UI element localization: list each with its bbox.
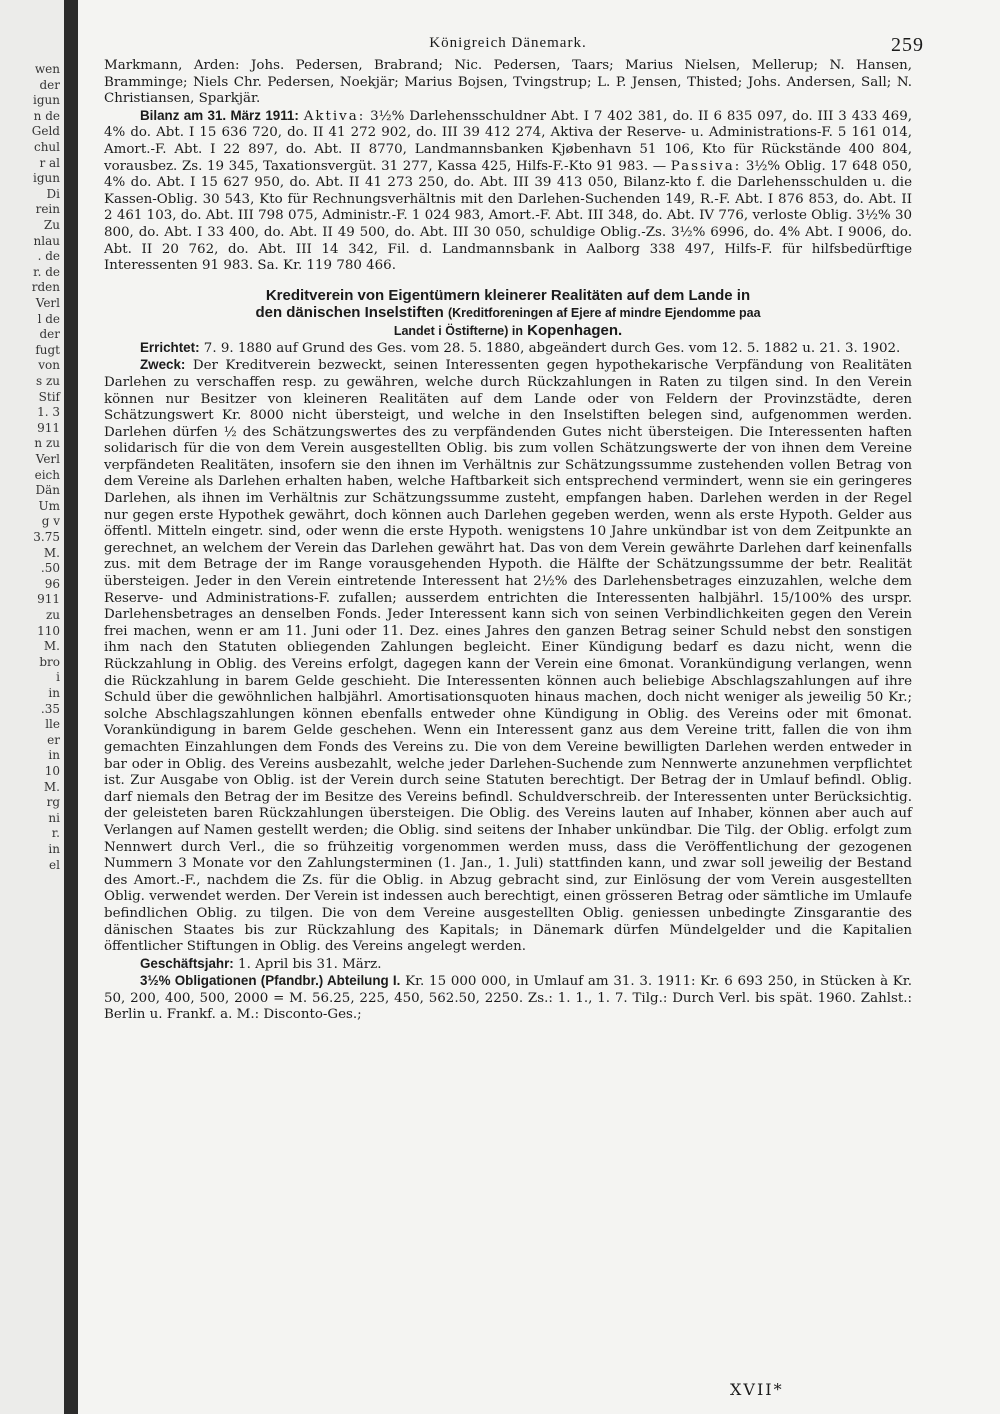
gutter-fragment: r al [39, 155, 60, 170]
gutter-fragment: l de [37, 311, 60, 326]
passiva-text: 3½% Oblig. 17 648 050, 4% do. Abt. I 15 627 950, do. Abt. II 41 273 250, do. Abt. III 39 413 050, Bilanz-kto f. die Darlehensschulden u. die Kassen-Oblig. 30 543, Kto für Rechnungsverhältnis mit den Darlehen-Suchenden 149, R.-F. Abt. I 876 853, do. Abt. II 2 461 103, do. Abt. III 798 075, Administr.-F. 1 024 983, Amort.-F. Abt. III 348, do. Abt. IV 776, verloste Oblig. 3½% 30 800, do. Abt. I 33 400, do. Abt. II 49 500, do. Abt. III 30 050, schuldige Oblig.-Zs. 3½% 6996, do. 4% Abt. I 9006, do. Abt. II 20 762, do. Abt. III 14 342, Fil. d. Landmannsbank in Aalborg 338 497, Hilfs-F. für hilfsbedürftige Interessenten 91 983. Sa. Kr. 119 780 466. [104, 158, 912, 274]
gutter-fragment: Geld [31, 124, 60, 139]
gutter-fragment: rg [46, 795, 60, 810]
section-heading-line3-bold: Kopenhagen. [527, 321, 623, 339]
fiscal-year-label: Geschäftsjahr: [140, 955, 234, 971]
founded-paragraph [104, 340, 912, 358]
gutter-fragment: der [39, 327, 60, 342]
section-heading-line2 [104, 304, 912, 322]
gutter-fragment: el [49, 857, 60, 872]
gutter-fragment: in [48, 842, 60, 856]
aktiva-label: Aktiva: [303, 108, 366, 124]
page-number: 259 [891, 34, 924, 56]
section-heading-line2-sub: (Kreditforeningen af Ejere af mindre Ejendomme paa [447, 305, 761, 320]
gutter-fragment: eich [34, 467, 60, 482]
section-heading-line1: Kreditverein von Eigentümern kleinerer Realitäten auf dem Lande in [265, 286, 751, 304]
gutter-fragment: .35 [40, 701, 60, 716]
board-members-paragraph: Markmann, Arden: Johs. Pedersen, Brabrand; Nic. Pedersen, Taars; Marius Nielsen, Mellerup; N. Hansen, Bramminge; Niels Chr. Pedersen, Noekjär; Marius Bojsen, Tvingstrup; L. P. Jensen, Thisted; Johs. Andersen, Sall; N. Christiansen, Sparkjär. [104, 58, 912, 107]
gutter-fragment: igun [33, 171, 60, 186]
binding-shadow [64, 0, 78, 1414]
gutter-fragment: 911 [37, 420, 60, 435]
gutter-fragment: n de [33, 108, 60, 123]
gutter-fragment: zu [45, 608, 60, 622]
obligations-paragraph [104, 973, 912, 1024]
gutter-fragment: lle [45, 717, 60, 732]
balance-label: Bilanz am 31. März 1911: [140, 107, 299, 123]
gutter-fragment: in [48, 686, 60, 700]
gutter-fragment: er [47, 732, 60, 747]
gutter-fragment: von [38, 358, 60, 373]
running-head-title: Königreich Dänemark. [429, 35, 587, 51]
page-body [104, 28, 924, 1024]
founded-text: 7. 9. 1880 auf Grund des Ges. vom 28. 5. 1880, abgeändert durch Ges. vom 12. 5. 1882 u. 21. 3. 1902. [203, 340, 901, 356]
gutter-fragment: Stif [38, 389, 60, 404]
gutter-fragment: bro [39, 654, 60, 669]
gutter-fragment: rden [31, 280, 60, 295]
gutter-fragment: rein [35, 202, 60, 217]
left-margin-fragment [0, 0, 64, 1414]
gutter-fragment: Um [38, 498, 60, 513]
gutter-fragment: fugt [35, 342, 60, 357]
gutter-fragment: 3.75 [33, 530, 60, 544]
fiscal-year-text: 1. April bis 31. März. [238, 956, 382, 972]
gutter-fragment: 10 [44, 764, 60, 778]
section-heading [104, 287, 912, 340]
running-head [104, 28, 924, 58]
purpose-label: Zweck: [140, 357, 186, 373]
founded-label: Errichtet: [140, 339, 200, 355]
obligations-text: Kr. 15 000 000, in Umlauf am 31. 3. 1911: Kr. 6 693 250, in Stücken à Kr. 50, 200, 400, 500, 2000 = M. 56.25, 225, 450, 562.50, 2250. Zs.: 1. 1., 1. 7. Tilg.: Durch Verl. bis spät. 1960. Zahlst.: Berlin u. Frankf. a. M.: Disconto-Ges.; [104, 974, 912, 1023]
gutter-fragment: r. [51, 826, 60, 841]
gutter-fragment: igun [33, 93, 60, 108]
gutter-fragment: g v [41, 514, 60, 529]
purpose-text: Der Kreditverein bezweckt, seinen Interessenten gegen hypothekarische Verpfändung von Realitäten Darlehen zu verschaffen resp. zu gewähren, welche durch Rückzahlungen in Raten zu tilgen sind. In den Verein können nur Besitzer von kleineren Realitäten auf dem Lande oder von Feldern der Provinzstädte, deren Schätzungswert Kr. 8000 nicht übersteigt, und welche in den Inselstiften belegen sind, aufgenommen werden. Darlehen dürfen ½ des Schätzungswertes des zu verpfändenden Gutes nicht übersteigen. Die Interessenten haften solidarisch für die von dem Verein ausgestellten Oblig. bis zum vollen Schätzungswerte der von ihnen dem Vereine verpfändeten Realitäten, insofern sie den ihnen im Verhältnis zur Schätzungssumme zustehenden vollen Betrag von dem Vereine als Darlehen erhalten haben, welche Haftbarkeit sich entsprechend vermindert, wenn sie ein geringeres Darlehen, als ihnen im Verhältnis zur Schätzungssumme zusteht, empfangen haben. Darlehen werden in der Regel nur gegen erste Hypothek gewährt, doch können auch Darlehen gegeben werden, wenn als erste Hypoth. Gelder aus öffentl. Mitteln eingetr. sind, oder wenn die erste Hypoth. wenigstens 10 Jahre unkündbar ist von dem Zeitpunkte an gerechnet, an welchem der Verein das Darlehen gewährt hat. Das von dem Verein gewährte Darlehen darf keinenfalls zus. mit dem Betrage der im Range vorausgehenden Hypoth. die Hälfte der Schätzungssumme der betr. Realität übersteigen. Jeder in den Verein eintretende Interessent hat 2½% des Darlehensbetrages einzuzahlen, welche dem Reserve- und Administrations-F. zufallen; ausserdem entrichten die Interessenten halbjährl. 15/100% des urspr. Darlehensbetrages an denselben Fonds. Jeder Interessent kann sich von seinen Verbindlichkeiten gegen den Verein frei machen, wenn er am 11. Juni oder 11. Dez. eines Jahres den ganzen Betrag seiner Schuld nebst den sonstigen ihm nach den Statuten obliegenden Zahlungen begleicht. Einer Kündigung bedarf es dazu nicht, wenn die Rückzahlung in Oblig. des Vereins erfolgt, dagegen kann der Verein eine 6monat. Vorankündigung verlangen, wenn die Rückzahlung in barem Gelde geschieht. Die Interessenten können auch beliebige Abschlagszahlungen auf ihre Schuld über die gewöhnlichen halbjährl. Amortisationsquoten hinaus machen, doch nicht weniger als jeweilig 50 Kr.; solche Abschlagszahlungen können ebenfalls entweder ohne Kündigung in Oblig. des Vereins oder mit 6monat. Vorankündigung in barem Gelde geschehen. Wenn ein Interessent ganz aus dem Vereine tritt, fallen die von ihm gemachten Einzahlungen dem Fonds des Vereins zu. Die von dem Vereine bewilligten Darlehen werden entweder in bar oder in Oblig. des Vereins ausbezahlt, welche jeder Darlehen-Suchende zum Nennwerte anzunehmen verpflichtet ist. Zur Ausgabe von Oblig. ist der Verein durch seine Statuten berechtigt. Der Betrag der in Umlauf befindl. Oblig. darf niemals den Betrag der im Besitze des Vereins befindl. Schuldverschreib. der Interessenten unter Berücksichtig. der geleisteten baren Rückzahlungen übersteigen. Die Oblig. des Vereins lauten auf Inhaber, können aber auch auf Verlangen auf Namen gestellt werden; die Oblig. sind seitens der Inhaber unkündbar. Die Tilg. der Oblig. erfolgt zum Nennwert durch Verl., die so frühzeitig vorgenommen werden muss, dass die Veröffentlichung der gezogenen Nummern 3 Monate vor den Zahlungsterminen (1. Jan., 1. Juli) stattfinden kann, und zwar soll jeweilig der Bestand des Amort.-F., nachdem die Zs. für die Oblig. in Abzug gebracht sind, zur Einlösung der vom Verein ausgestellten Oblig. verwendet werden. Der Verein ist indessen auch berechtigt, einen grösseren Betrag oder sämtliche im Umlaufe befindlichen Oblig. zu tilgen. Die von dem Vereine ausgestellten Oblig. geniessen unbedingte Zinsgarantie des dänischen Staates bis zur Rückzahlung des Kapitals; in Dänemark dürfen Mündelgelder und die Kapitalien öffentlicher Stiftungen in Oblig. des Vereins angelegt werden. [104, 358, 912, 955]
gutter-fragment: s zu [35, 374, 60, 388]
gutter-fragment: . de [37, 249, 60, 264]
section-heading-line2-bold: den dänischen Inselstiften [255, 303, 444, 321]
gutter-fragment: nlau [33, 233, 60, 248]
gutter-fragment: Di [46, 186, 60, 201]
gutter-fragment: Verl [35, 296, 60, 310]
aktiva-text: 3½% Darlehensschuldner Abt. I 7 402 381, do. II 6 835 097, do. III 3 433 469, 4% do. Abt. I 15 636 720, do. II 41 272 902, do. III 39 412 274, Aktiva der Reserve- u. Administrations-F. 5 161 014, Amort.-F. Abt. I 22 897, do. Abt. II 8770, Landmannsbanken Kjøbenhavn 51 106, Kto für Rückstände 400 804, vorausbez. Zs. 19 345, Taxationsvergüt. 31 277, Kassa 425, Hilfs-F.-Kto 91 983. — [104, 108, 912, 174]
gutter-fragment: 110 [37, 623, 60, 638]
balance-paragraph [104, 108, 912, 275]
gutter-fragment: 96 [44, 576, 60, 591]
gutter-fragment: 1. 3 [37, 405, 60, 420]
gutter-fragment: ni [48, 810, 60, 825]
gutter-fragment: 911 [37, 592, 60, 607]
gutter-fragment: Verl [35, 452, 60, 466]
fiscal-year-paragraph [104, 956, 912, 974]
gutter-fragment: chul [33, 140, 60, 154]
gutter-fragment: M. [43, 639, 60, 654]
passiva-label: Passiva: [670, 158, 742, 174]
gutter-fragment: n zu [34, 436, 60, 451]
gutter-fragment: Zu [43, 218, 60, 232]
gutter-fragment: wen [34, 62, 60, 76]
gutter-fragment: in [48, 748, 60, 763]
gutter-fragment: i [56, 670, 60, 685]
gutter-fragment: M. [43, 545, 60, 560]
gutter-fragment: der [39, 77, 60, 92]
purpose-paragraph [104, 357, 912, 955]
gutter-fragment: r. de [33, 264, 60, 279]
gutter-fragment: M. [43, 779, 60, 794]
signature-mark: XVII* [730, 1380, 784, 1399]
gutter-fragment: Dän [35, 483, 60, 498]
gutter-fragment: .50 [40, 561, 60, 576]
section-heading-line3 [104, 322, 912, 340]
section-heading-line3-sub: Landet i Östifterne) in [393, 323, 523, 338]
obligations-label: 3½% Obligationen (Pfandbr.) Abteilung I. [140, 973, 401, 989]
